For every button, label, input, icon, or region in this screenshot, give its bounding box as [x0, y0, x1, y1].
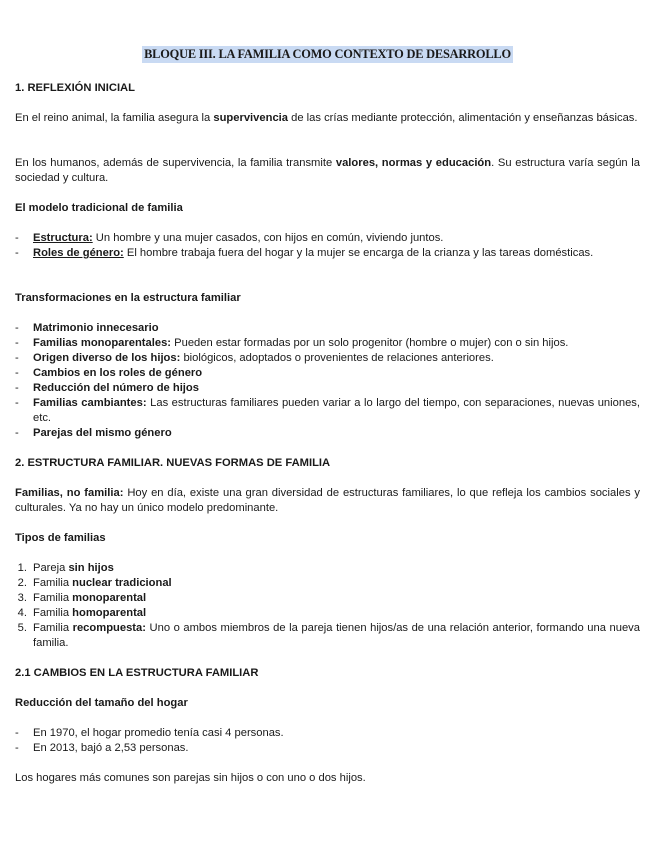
item-text: Pueden estar formadas por un solo progenitor (hombre o mujer) con o sin hijos. [171, 337, 569, 349]
bold-term: supervivencia [213, 112, 289, 124]
item-number: 1. [17, 562, 27, 574]
list-item [15, 426, 640, 441]
numbered-item [17, 591, 640, 606]
text-run: de las crías mediante protección, alimentación y enseñanzas básicas. [288, 112, 638, 124]
item-label: Roles de género: [33, 247, 124, 259]
bullet-marker: - [15, 232, 19, 244]
item-number: 2. [17, 577, 27, 589]
text-run: Hoy en día, existe una gran diversidad de estructuras familiares, lo que refleja los cambios sociales y culturales. Ya no hay un único modelo predominante. [15, 487, 640, 514]
list-item [15, 366, 640, 381]
section-2-1-heading: 2.1 CAMBIOS EN LA ESTRUCTURA FAMILIAR [15, 667, 259, 679]
bullet-marker: - [15, 742, 19, 754]
text-run: Pareja [33, 562, 69, 574]
text-run: Familia [33, 577, 73, 589]
item-text: Un hombre y una mujer casados, con hijos en común, viviendo juntos. [92, 232, 444, 244]
intro-paragraph-1 [15, 111, 640, 126]
text-run: . Su estructura varía según la sociedad y cultura. [15, 157, 641, 184]
numbered-item [17, 576, 640, 591]
list-item [15, 381, 640, 396]
item-label: Familias monoparentales: [33, 337, 172, 349]
numbered-item [17, 606, 640, 621]
closing-paragraph: Los hogares más comunes son parejas sin hijos o con uno o dos hijos. [15, 772, 366, 784]
bullet-marker: - [15, 322, 19, 334]
bullet-marker: - [15, 337, 19, 349]
traditional-model-heading: El modelo tradicional de familia [15, 202, 183, 214]
transformations-heading: Transformaciones en la estructura familiar [15, 292, 241, 304]
text-run: Familia [33, 592, 73, 604]
bullet-marker: - [15, 352, 19, 364]
section-1-heading: 1. REFLEXIÓN INICIAL [15, 82, 135, 94]
text-run: Familia [33, 622, 73, 634]
item-text: En 1970, el hogar promedio tenía casi 4 personas. [33, 727, 284, 739]
bullet-marker: - [15, 427, 19, 439]
bold-term: homoparental [72, 607, 147, 619]
section-2-heading: 2. ESTRUCTURA FAMILIAR. NUEVAS FORMAS DE FAMILIA [15, 457, 331, 469]
list-item [15, 396, 640, 426]
bullet-marker: - [15, 367, 19, 379]
intro-paragraph-2 [15, 156, 640, 186]
list-item [15, 741, 640, 756]
item-text: El hombre trabaja fuera del hogar y la mujer se encarga de la crianza y las tareas domésticas. [123, 247, 594, 259]
item-label: Reducción del número de hijos [33, 382, 199, 394]
document-title: BLOQUE III. LA FAMILIA COMO CONTEXTO DE DESARROLLO [144, 47, 511, 61]
item-number: 3. [17, 592, 27, 604]
item-number: 4. [17, 607, 27, 619]
numbered-item [17, 621, 640, 651]
bullet-marker: - [15, 397, 19, 409]
item-label: Origen diverso de los hijos: [33, 352, 181, 364]
bold-term: valores, normas y educación [335, 157, 492, 169]
text-run: En el reino animal, la familia asegura la [15, 112, 214, 124]
bullet-marker: - [15, 382, 19, 394]
bullet-marker: - [15, 247, 19, 259]
section-2-paragraph [15, 486, 640, 516]
list-item [15, 351, 640, 366]
item-text: biológicos, adoptados o provenientes de relaciones anteriores. [180, 352, 494, 364]
bold-term: nuclear tradicional [72, 577, 172, 589]
bold-term: sin hijos [68, 562, 114, 574]
text-run: Uno o ambos miembros de la pareja tienen hijos/as de una relación anterior, formando una nueva familia. [33, 622, 640, 649]
text-run: En los humanos, además de supervivencia, la familia transmite [15, 157, 336, 169]
bold-term: recompuesta: [72, 622, 146, 634]
bold-term: monoparental [72, 592, 147, 604]
item-label: Parejas del mismo género [33, 427, 172, 439]
text-run: Familia [33, 607, 73, 619]
title-container [15, 46, 640, 63]
list-item [15, 246, 640, 261]
list-item [15, 726, 640, 741]
item-label: Estructura: [33, 232, 93, 244]
item-label: Familias cambiantes: [33, 397, 147, 409]
household-size-heading: Reducción del tamaño del hogar [15, 697, 188, 709]
numbered-item [17, 561, 640, 576]
list-item [15, 336, 640, 351]
item-text: En 2013, bajó a 2,53 personas. [33, 742, 189, 754]
list-item [15, 231, 640, 246]
item-number: 5. [17, 622, 27, 634]
item-label: Cambios en los roles de género [33, 367, 203, 379]
item-text: Las estructuras familiares pueden variar a lo largo del tiempo, con separaciones, nuevas uniones, etc. [33, 397, 640, 424]
item-label: Matrimonio innecesario [33, 322, 159, 334]
family-types-heading: Tipos de familias [15, 532, 106, 544]
bold-term: Familias, no familia: [15, 487, 124, 499]
bullet-marker: - [15, 727, 19, 739]
list-item [15, 321, 640, 336]
